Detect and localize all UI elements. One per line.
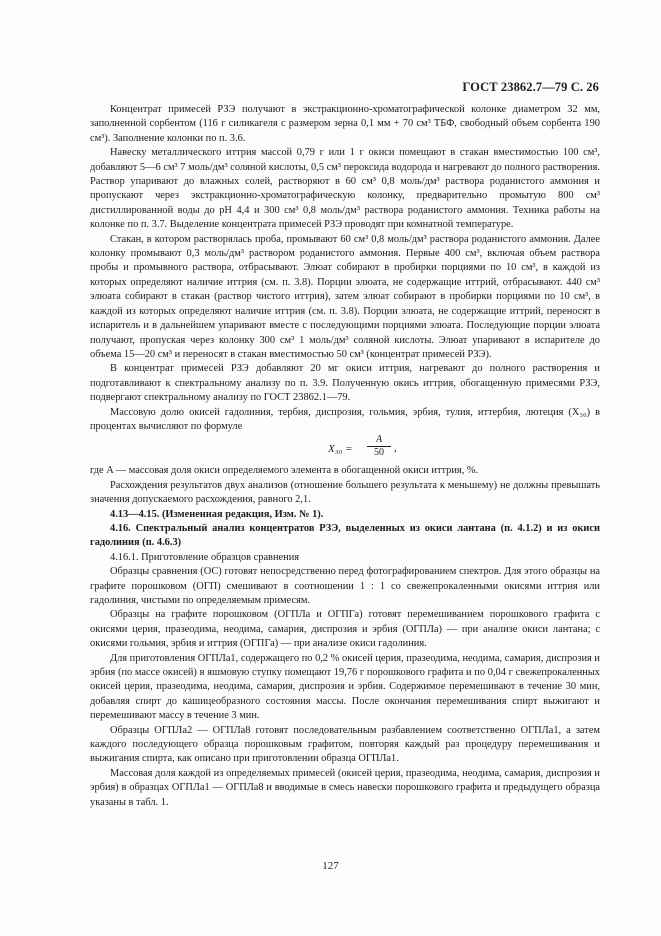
paragraph-beaker-wash: Стакан, в котором растворялась проба, промывают 60 см³ 0,8 моль/дм³ раствора роданистого аммония. Далее колонку промывают 0,3 моль/дм³ раствором роданистого аммония. Первые 400 см³, включая объем раствора пробы и промывного раствора, отбрасывают. Элюат собирают в пробирки порциями по 10 см³, в каждой из которых определяют наличие иттрия (см. п. 3.8). Порции элюата, не содержащие иттрий, отбрасывают. 440 см³ элюата собирают в стакан (раствор чистого иттрия), затем элюат собирают в пробирки порциями по 10 см³, в каждой из которых определяют наличие иттрия (см. п. 3.8). Порции элюата, не содержащие иттрий, переносят в испаритель и в дальнейшем упаривают вместе с последующими порциями элюата. Последующие порции элюата получают, пропуская через колонку 300 см³ 1 моль/дм³ соляной кислоты. Элюат упаривают в испарителе до объема 15—20 см³ и переносят в стакан вместимостью 50 см³ (концентрат примесей РЗЭ). — [90, 233, 600, 360]
paragraph-mass-fraction: Массовую долю окисей гадолиния, тербия, диспрозия, гольмия, эрбия, тулия, иттербия, лютеция (X₃₀) в процентах вычисляют по формуле — [90, 406, 600, 432]
paragraph-discrepancy: Расхождения результатов двух анализов (отношение большего результата к меньшему) не должны превышать значения допускаемого расхождения, равного 2,1. — [90, 479, 600, 506]
formula-numerator: A — [367, 434, 391, 447]
formula-fraction — [367, 434, 391, 459]
section-heading-4-16: 4.16. Спектральный анализ концентратов РЗЭ, выделенных из окиси лантана (п. 4.1.2) и из окиси гадолиния (п. 4.6.3) — [90, 522, 600, 549]
formula — [90, 434, 600, 464]
paragraph-revision-note: 4.13—4.15. (Измененная редакция, Изм. № 1). — [110, 508, 324, 520]
paragraph-where: где A — массовая доля окиси определяемого элемента в обогащенной окиси иттрия, %. — [90, 465, 479, 477]
paragraph-yttrium-oxide: В концентрат примесей РЗЭ добавляют 20 мг окиси иттрия, нагревают до полного растворения и подготавливают к спектральному анализу по п. 3.9. Полученную окись иттрия, обогащенную примесями РЗЭ, подвергают спектральному анализу по ГОСТ 23862.1—79. — [90, 363, 600, 404]
paragraph-graphite-samples: Образцы на графите порошковом (ОГПЛа и ОГПГа) готовят перемешиванием порошкового графита с окисями церия, празеодима, неодима, самария, диспрозия и эрбия (ОГПЛа) — при анализе окиси лантана; с окисями гольмия, эрбия и иттрия (ОГПГа) — при анализе окиси гадолиния. — [90, 609, 600, 650]
paragraph-dilution: Образцы ОГПЛа2 — ОГПЛа8 готовят последовательным разбавлением соответственно ОГПЛа1, а затем каждого последующего образца порошковым графитом, повторяя каждый раз процедуру перемешивания и выжигания спирта, как описано при приготовлении образца ОГПЛа1. — [90, 724, 600, 765]
paragraph-sample-weight: Навеску металлического иттрия массой 0,79 г или 1 г окиси помещают в стакан вместимостью 100 см³, добавляют 5—6 см³ 7 моль/дм³ соляной кислоты, 0,5 см³ пероксида водорода и нагревают до полного растворения. Раствор упаривают до влажных солей, растворяют в 60 см³ 0,8 моль/дм³ раствора роданистого аммония и пропускают через экстракционно-хроматографическую колонку, предварительно промытую 800 см³ дистиллированной воды до pH 4,4 и 300 см³ 0,8 моль/дм³ раствора роданистого аммония. Техника работы на колонке по п. 3.7. Выделение концентрата примесей РЗЭ проводят при комнатной температуре. — [90, 147, 600, 231]
formula-denominator: 50 — [374, 447, 384, 459]
formula-tail: , — [394, 443, 397, 455]
formula-lhs: X₃₀ = — [328, 443, 353, 456]
document-body — [90, 103, 600, 810]
paragraph-ogpla1-prep: Для приготовления ОГПЛа1, содержащего по 0,2 % окисей церия, празеодима, неодима, самария, диспрозия и эрбия (по массе окисей) в яшмовую ступку помещают 19,76 г порошкового графита и по 0,04 г свежепрокаленных окисей церия, празеодима, неодима, самария, диспрозия и эрбия. Содержимое перемешивают в течение 30 мин, добавляя спирт до кашицеобразного состояния массы. После окончания перемешивания спирт выжигают и перемешивают массу в течение 3 мин. — [90, 652, 600, 722]
paragraph-reference-samples: Образцы сравнения (ОС) готовят непосредственно перед фотографированием спектров. Для этого образцы на графите порошковом (ОГП) смешивают в соотношении 1 : 1 со свежепрокаленными окисями иттрия или гадолиния, чистыми по определяемым примесям. — [90, 566, 600, 606]
page-header: ГОСТ 23862.7—79 С. 26 — [462, 80, 599, 94]
paragraph-table-reference: Массовая доля каждой из определяемых примесей (окисей церия, празеодима, неодима, самария, диспрозия и эрбия) в образцах ОГПЛа1 — ОГПЛа8 и вводимые в смесь навески порошкового графита и предыдущего образца указаны в табл. 1. — [90, 767, 600, 808]
paragraph-concentrate: Концентрат примесей РЗЭ получают в экстракционно-хроматографической колонке диаметром 32 мм, заполненной сорбентом (116 г силикагеля с размером зерна 0,1 мм + 70 см³ ТБФ, свободный объем сорбента 190 см³). Заполнение колонки по п. 3.6. — [90, 104, 600, 144]
subsection-heading-4-16-1: 4.16.1. Приготовление образцов сравнения — [110, 551, 300, 563]
page-number: 127 — [322, 860, 339, 872]
